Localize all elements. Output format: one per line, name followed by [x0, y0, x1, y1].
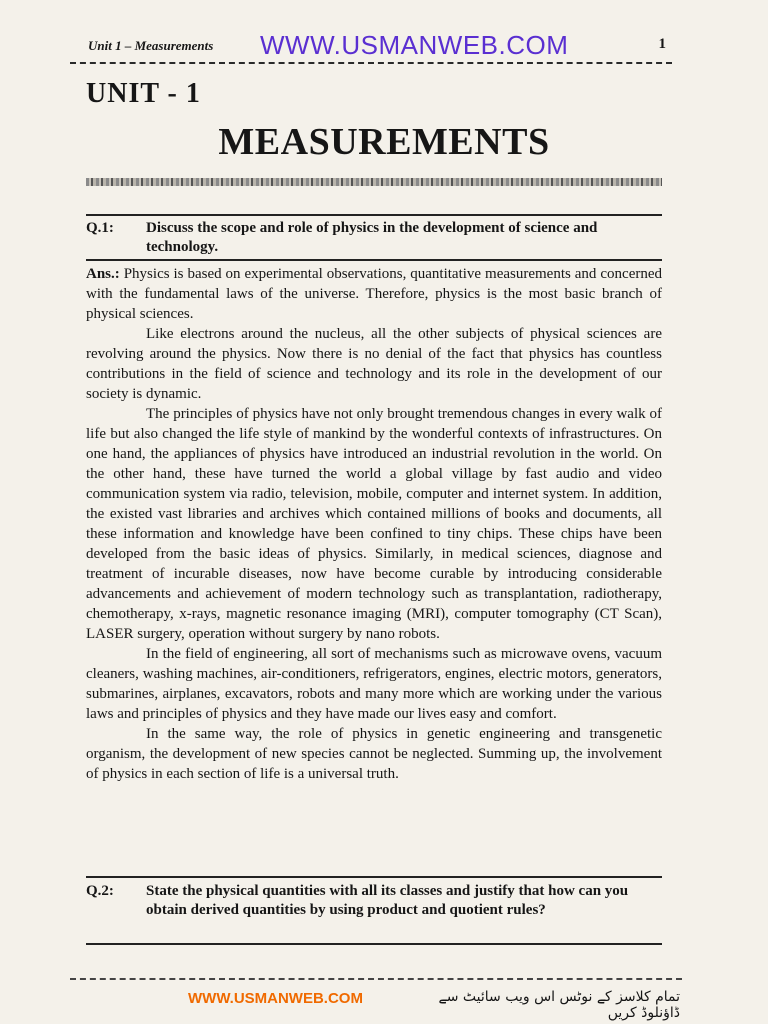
- question-2-number: Q.2:: [86, 883, 114, 899]
- running-header: [70, 32, 672, 64]
- title-divider: [86, 178, 662, 186]
- footer-urdu-note: تمام کلاسز کے نوٹس اس ویب سائیٹ سے ڈاؤنلوڈ کریں: [438, 989, 680, 1021]
- footer-divider: [70, 978, 682, 980]
- unit-heading: UNIT - 1: [86, 78, 201, 109]
- answer-paragraph-5: In the same way, the role of physics in genetic engineering and transgenetic organism, the development of new species cannot be neglected. Summing up, the involvement of physics in each section of life is a universal truth.: [86, 726, 662, 782]
- watermark-link[interactable]: WWW.USMANWEB.COM: [260, 30, 569, 60]
- question-2-text: State the physical quantities with all its classes and justify that how can you obtain derived quantities by using product and quotient rules?: [146, 883, 629, 918]
- answer-1: [86, 264, 662, 784]
- question-1-text: Discuss the scope and role of physics in the development of science and technology.: [146, 220, 598, 255]
- answer-paragraph-3: The principles of physics have not only brought tremendous changes in every walk of life but also changed the life style of mankind by the wonderful contexts of infrastructures. On one hand, the appliances of physics have introduced an industrial revolution in the world. On the other hand, these have turned the world a global village by fast audio and video communication system via radio, television, mobile, computer and internet system. In addition, the existed vast libraries and archives which contained millions of books and documents, all these information and knowledge have been confined to tiny chips. These chips have been developed from the basic ideas of physics. Similarly, in medical sciences, diagnose and treatment of incurable diseases, now have become curable by introducing considerable advancements and achievement of modern technology such as transplantation, radiotherapy, chemotherapy, x-rays, magnetic resonance imaging (MRI), computer tomography (CT Scan), LASER surgery, operation without surgery by nano robots.: [86, 406, 662, 642]
- q1-top-rule: [86, 214, 662, 216]
- answer-label: Ans.:: [86, 266, 120, 282]
- answer-paragraph-4: In the field of engineering, all sort of mechanisms such as microwave ovens, vacuum cleaners, washing machines, air-conditioners, refrigerators, engines, electric motors, generators, submarines, airplanes, excavators, robots and many more which are working under the various laws and principles of physics and they have made our lives easy and comfort.: [86, 646, 662, 722]
- answer-paragraph-1: [86, 264, 662, 324]
- q2-top-rule: [86, 876, 662, 878]
- q2-bottom-rule: [86, 943, 662, 945]
- running-header-unit-label: Unit 1 – Measurements: [88, 38, 214, 53]
- footer-url-link[interactable]: WWW.USMANWEB.COM: [188, 990, 363, 1007]
- page-number: 1: [658, 36, 666, 52]
- q1-bottom-rule: [86, 259, 662, 261]
- page-footer: [70, 978, 682, 1021]
- chapter-title: MEASUREMENTS: [218, 121, 550, 163]
- question-1-number: Q.1:: [86, 220, 114, 236]
- answer-paragraph-2: Like electrons around the nucleus, all the other subjects of physical sciences are revolving around the physics. Now there is no denial of the fact that physics has countless contributions in the field of science and technology and its role in the development of our society is dynamic.: [86, 326, 662, 402]
- answer-paragraph-1-text: Physics is based on experimental observations, quantitative measurements and concerned with the fundamental laws of the universe. Therefore, physics is the most basic branch of physical sciences.: [86, 266, 663, 322]
